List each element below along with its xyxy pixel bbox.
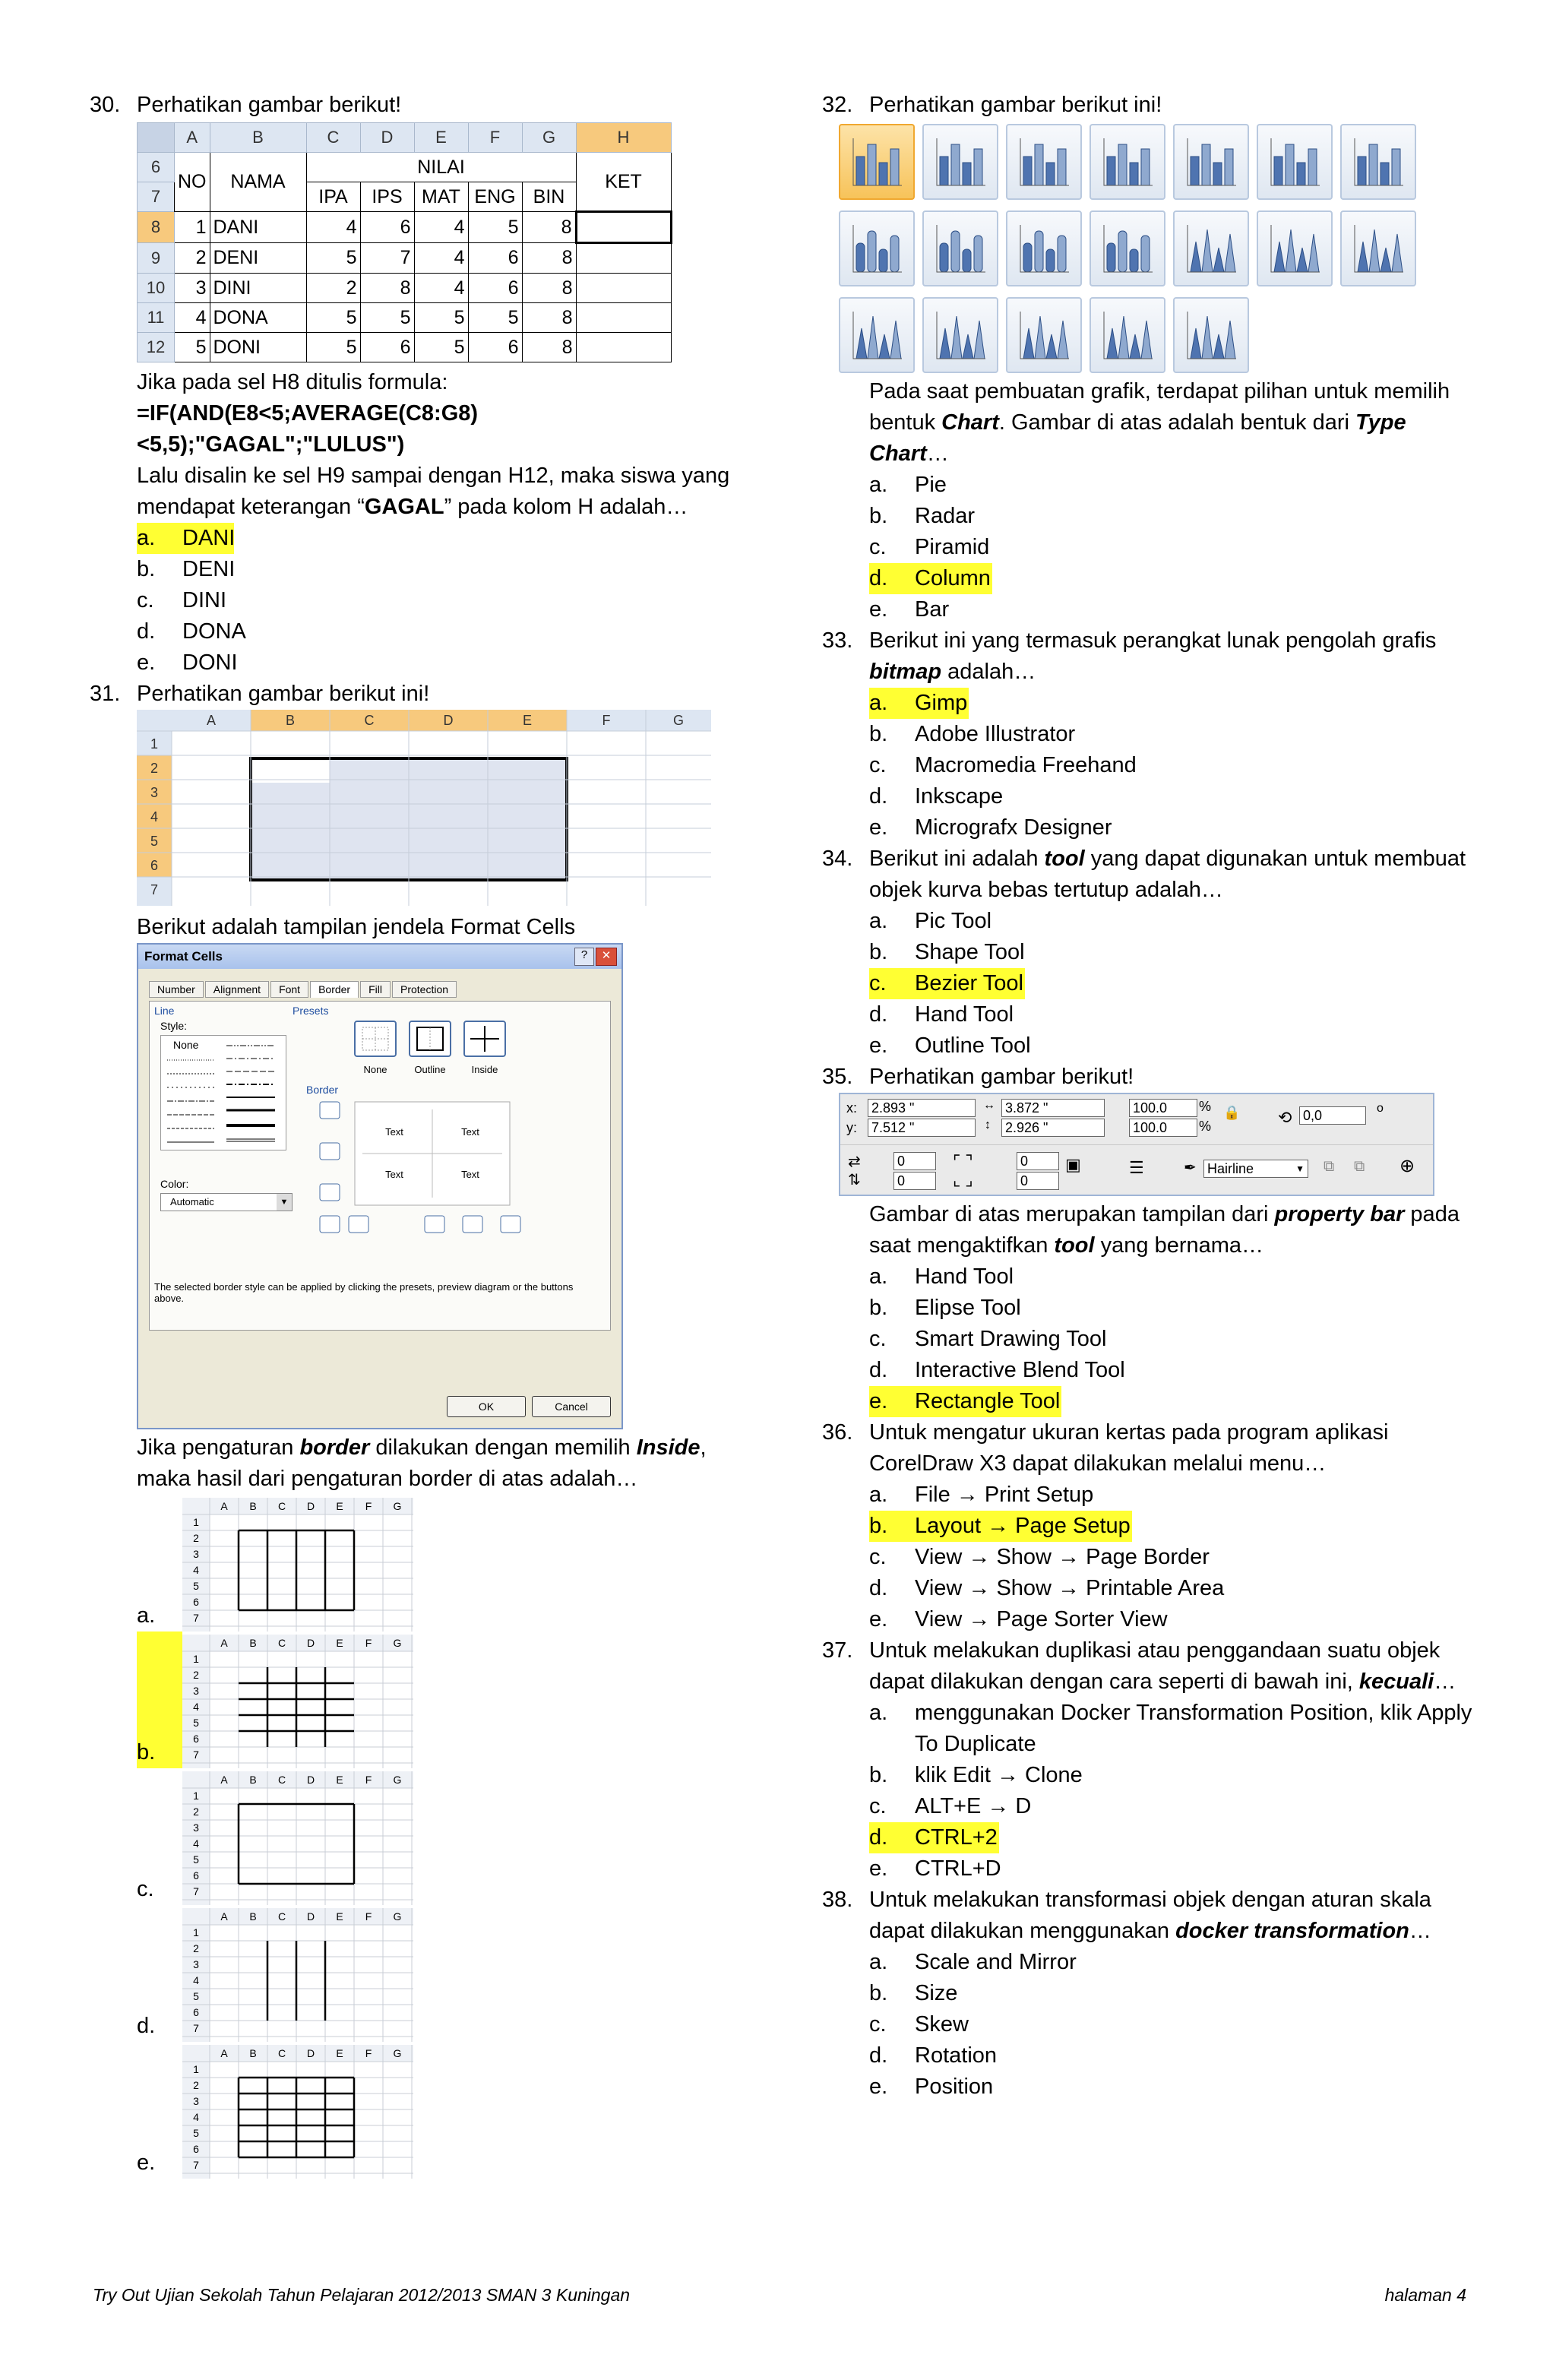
row-header: 6 [193,1733,199,1745]
row-header: 6 [193,2006,199,2018]
row-header: 5 [193,1853,199,1866]
row-header: 1 [193,1926,199,1938]
row-header: 4 [193,1837,199,1850]
round-corners-icon[interactable]: ▣ [1065,1155,1081,1174]
option-c[interactable]: c. Smart Drawing Tool [869,1327,1107,1351]
corner-bracket-icon: ⌜ ⌝ [953,1152,973,1171]
q32-options [822,470,1475,625]
subject-header: IPS [360,182,414,212]
option-a[interactable]: a. Gimp [869,688,969,719]
width-icon: ↔ [983,1099,995,1112]
col-header: A [220,2047,228,2059]
option-b[interactable]: b. Elipse Tool [869,1296,1021,1320]
option-e[interactable]: e. Bar [869,597,950,622]
option-a[interactable]: a. DANI [137,523,234,554]
line-style-list[interactable]: None [160,1035,286,1150]
footer-left: Try Out Ujian Sekolah Tahun Pelajaran 2012/2013 SMAN 3 Kuningan [93,2285,631,2305]
chart-glyph-icon [850,309,903,362]
chart-glyph-icon [1268,222,1321,275]
row-header: 7 [193,2022,199,2034]
preset-buttons[interactable] [353,1020,528,1081]
col-header: G [393,1637,402,1649]
q38-options [822,1947,1475,2103]
chart-glyph-icon [1184,135,1238,188]
excel-table-figure [137,122,743,362]
pyramid-chart-icon[interactable] [922,297,998,373]
col-header: F [602,713,611,728]
row-header: 1 [150,736,159,752]
row-header: 5 [193,1717,199,1729]
option-d[interactable]: d. Rotation [869,2043,998,2068]
col-header: E [336,1637,343,1649]
corner-input-2[interactable]: 0 [893,1172,936,1190]
row-header: 2 [193,1669,199,1681]
option-e[interactable]: e. Micrografx Designer [869,815,1112,840]
table-row: 10 3 DINI 2 8 4 6 8 [138,274,672,303]
mirror-icon[interactable]: ⇄ [848,1154,861,1170]
svg-text:Outline: Outline [414,1064,446,1075]
option-b[interactable]: b. Size [869,1981,958,2005]
selected-range-sheet [137,710,743,912]
option-c[interactable]: c. Macromedia Freehand [869,753,1137,777]
question-32: 32. Perhatikan gambar berikut ini! [822,93,1162,117]
q34-options [822,906,1475,1062]
option-a[interactable]: a. menggunakan Docker Transformation Position, klik Apply To Duplicate [869,1701,1472,1756]
row-header: 7 [193,1749,199,1761]
row-header: 6 [138,153,175,182]
pyramid-chart-icon[interactable] [1006,297,1082,373]
cone-chart-icon[interactable] [1173,210,1249,286]
border-result-grid [182,1498,413,1632]
col-header: G [522,123,576,153]
option-c[interactable]: c. A B C D E F G 1 2 3 4 5 6 7 [137,1768,743,1905]
dialog-tabs [149,981,458,998]
row-header: 1 [193,1790,199,1802]
option-e[interactable]: e. DONI [137,650,238,675]
option-d[interactable]: d. View → Show → Printable Area [869,1576,1225,1600]
row-header: 7 [193,2159,199,2171]
col-header: F [365,1910,372,1923]
table-row: 8 1 DANI 4 6 4 5 8 [138,212,672,243]
col-header: F [365,1637,372,1649]
lock-icon[interactable]: 🔒 [1223,1105,1241,1120]
col-header: E [336,2047,343,2059]
corner-input-3[interactable]: 0 [1017,1152,1059,1170]
q35-text: Gambar di atas merupakan tampilan dari property bar pada saat mengaktifkan tool yang bernama… [869,1202,1460,1258]
close-icon[interactable]: ✕ [596,948,617,966]
col-header: E [414,123,468,153]
height-input[interactable]: 2.926 " [1001,1119,1105,1137]
pen-icon: ✒ [1184,1160,1197,1176]
row-header: 3 [193,1958,199,1970]
scale-x-input[interactable]: 100.0 [1129,1099,1197,1117]
option-e[interactable]: e. Rectangle Tool [869,1386,1061,1417]
row-header: 3 [150,785,159,800]
pyramid-chart-icon[interactable] [839,297,915,373]
q31-caption: Berikut adalah tampilan jendela Format Cells [137,915,576,939]
subject-header: ENG [468,182,522,212]
chart-glyph-icon [850,135,903,188]
header-no: NO [175,153,210,212]
option-e[interactable]: e. A B C D E F G 1 2 3 4 5 6 7 [137,2042,743,2179]
border-result-grid [182,1771,413,1905]
col-header: G [393,1500,402,1512]
column-chart-icon[interactable] [1257,124,1333,200]
cylinder-chart-icon[interactable] [922,210,998,286]
border-result-grid [182,1908,413,2042]
height-icon: ↕ [985,1119,991,1131]
chart-glyph-icon [1101,309,1154,362]
option-c[interactable]: c. Piramid [869,535,990,559]
option-a[interactable]: a. Hand Tool [869,1264,1014,1289]
tab-fill[interactable]: Fill [360,981,391,998]
row-header: 7 [150,882,159,897]
active-cell-h8[interactable] [576,212,671,243]
row-header: 2 [150,761,159,776]
option-a[interactable]: a. File → Print Setup [869,1483,1094,1507]
dialog-title: Format Cells [138,945,621,969]
chart-type-gallery [839,124,1475,376]
col-header: F [468,123,522,153]
option-a[interactable]: a. Pie [869,473,947,497]
col-header: E [336,1910,343,1923]
option-d[interactable]: d. Inkscape [869,784,1004,809]
subject-header: IPA [306,182,360,212]
col-header: B [249,2047,257,2059]
svg-text:None: None [363,1064,387,1075]
format-cells-dialog [137,943,623,1429]
question-33: 33. Berikut ini yang termasuk perangkat lunak pengolah grafis bitmap adalah… [822,628,1437,684]
row-header: 1 [193,1516,199,1528]
option-c[interactable]: c. Skew [869,2012,969,2037]
column-chart-icon[interactable] [1173,124,1249,200]
scale-y-input[interactable]: 100.0 [1129,1119,1197,1137]
row-header: 4 [193,2111,199,2123]
option-d[interactable]: d. Column [869,563,992,594]
table-row: 9 2 DENI 5 7 4 6 8 [138,243,672,274]
dialog-body: Line Style: None Color: Automatic ▼ Presets None Outline Inside Border Text Text Text Text The selected border style can be applied by clicking the presets, preview diagram or the buttons above. [149,1001,611,1331]
cylinder-chart-icon[interactable] [1090,210,1165,286]
convert-to-curves-icon[interactable]: ⊕ [1399,1156,1415,1176]
col-header: H [576,123,671,153]
row-header: 2 [193,1942,199,1954]
question-number: 30. [90,93,121,117]
option-d[interactable]: d. A B C D E F G 1 2 3 4 5 6 7 [137,1905,743,2042]
option-d[interactable]: d. Hand Tool [869,1002,1014,1027]
to-front-icon[interactable]: ⧉ [1354,1158,1365,1175]
col-header: E [336,1500,343,1512]
chevron-down-icon: ▼ [1295,1163,1305,1174]
row-header: 1 [193,2063,199,2075]
tab-protection[interactable]: Protection [392,981,457,998]
help-icon[interactable]: ? [574,948,594,966]
flip-icon[interactable]: ⇅ [848,1172,861,1188]
header-ket: KET [576,153,671,212]
col-header: F [365,2047,372,2059]
cancel-button[interactable]: Cancel [532,1396,611,1417]
subject-header: BIN [522,182,576,212]
question-38: 38. Untuk melakukan transformasi objek dengan aturan skala dapat dilakukan menggunakan docker transformation… [822,1888,1431,1943]
chart-glyph-icon [1352,222,1405,275]
col-header: B [249,1910,257,1923]
row-header: 2 [193,1532,199,1544]
question-34: 34. Berikut ini adalah tool yang dapat digunakan untuk membuat objek kurva bebas tertutup adalah… [822,847,1466,902]
outline-width-select[interactable]: Hairline ▼ [1203,1160,1308,1178]
row-header: 3 [193,1821,199,1834]
option-e[interactable]: e. Outline Tool [869,1033,1031,1058]
border-preview[interactable] [318,1099,546,1243]
col-header: D [306,1637,315,1649]
chart-glyph-icon [1184,222,1238,275]
col-header: C [277,1774,286,1786]
formula: =IF(AND(E8<5;AVERAGE(C8:G8)<5,5);"GAGAL";"LULUS") [137,401,479,457]
pyramid-chart-icon[interactable] [1173,297,1249,373]
column-chart-icon[interactable] [1006,124,1082,200]
col-header: B [249,1774,257,1786]
col-header: F [365,1500,372,1512]
pyramid-chart-icon[interactable] [1090,297,1165,373]
col-header: B [249,1637,257,1649]
chart-glyph-icon [1101,135,1154,188]
chart-glyph-icon [850,222,903,275]
col-header: D [360,123,414,153]
col-header: C [364,713,375,728]
footer-page-number: halaman 4 [1384,2285,1466,2305]
col-header: A [175,123,210,153]
color-select[interactable]: Automatic ▼ [160,1193,293,1211]
col-header: G [393,2047,402,2059]
tab-number[interactable]: Number [149,981,204,998]
col-header: B [285,713,296,728]
option-b[interactable]: b. A B C D E F G 1 2 3 4 5 6 7 [137,1632,743,1768]
chart-glyph-icon [934,135,987,188]
option-e[interactable]: e. View → Page Sorter View [869,1607,1168,1632]
excel-table [137,122,672,362]
option-c[interactable]: c. Bezier Tool [869,968,1025,999]
chevron-down-icon: ▼ [277,1194,292,1211]
option-a[interactable]: a. A B C D E F G 1 2 3 4 5 6 7 [137,1495,743,1632]
row-header: 5 [193,2127,199,2139]
row-header: 6 [193,1596,199,1608]
question-37: 37. Untuk melakukan duplikasi atau penggandaan suatu objek dapat dilakukan dengan cara seperti di bawah ini, kecuali… [822,1638,1456,1694]
q37-options [822,1698,1475,1885]
border-result-grid [182,2045,413,2179]
option-b[interactable]: b. Shape Tool [869,940,1025,964]
svg-text:Text: Text [461,1126,479,1138]
format-cells-dialog-figure [137,943,743,1429]
tab-border[interactable]: Border [310,981,359,998]
col-header: A [220,1910,228,1923]
col-header: A [220,1500,228,1512]
column-chart-icon[interactable] [1340,124,1416,200]
wrap-text-icon[interactable]: ☰ [1129,1158,1144,1177]
q36-options [822,1480,1475,1635]
col-header: D [443,713,454,728]
col-header: A [206,713,217,728]
question-30 [90,90,743,121]
col-header: B [210,123,306,153]
row-header: 5 [193,1990,199,2002]
question-31: 31. Perhatikan gambar berikut ini! [90,682,430,706]
option-b[interactable]: b. klik Edit → Clone [869,1763,1083,1787]
column-chart-icon[interactable] [1090,124,1165,200]
chart-glyph-icon [1017,222,1071,275]
spreadsheet-grid [137,710,711,906]
q31-question: Jika pengaturan border dilakukan dengan memilih Inside, maka hasil dari pengaturan border di atas adalah… [137,1435,707,1491]
option-c[interactable]: c. View → Show → Page Border [869,1545,1210,1569]
option-a[interactable]: a. Pic Tool [869,909,992,933]
right-column [822,90,1475,2103]
option-e[interactable]: e. CTRL+D [869,1856,1001,1881]
q33-options [822,688,1475,843]
tab-alignment[interactable]: Alignment [205,981,269,998]
col-header: F [365,1774,372,1786]
header-nilai: NILAI [306,153,576,182]
dialog-note: The selected border style can be applied by clicking the presets, preview diagram or the buttons above. [154,1281,574,1304]
column-chart-icon[interactable] [839,124,915,200]
subject-header: MAT [414,182,468,212]
table-row: 12 5 DONI 5 6 5 6 8 [138,333,672,362]
col-header: E [522,713,533,728]
y-position-input[interactable]: 7.512 " [868,1119,976,1137]
chart-glyph-icon [1352,135,1405,188]
col-header: G [393,1774,402,1786]
line-styles [161,1036,286,1150]
tab-font[interactable]: Font [270,981,308,998]
row-header: 2 [193,2079,199,2091]
col-header: B [249,1500,257,1512]
border-result-grid [182,1635,413,1768]
row-header: 2 [193,1806,199,1818]
col-header: A [220,1774,228,1786]
row-header: 3 [193,1548,199,1560]
cone-chart-icon[interactable] [1257,210,1333,286]
row-header: 3 [193,2095,199,2107]
left-column [90,90,743,2179]
col-header: C [277,1500,286,1512]
chart-glyph-icon [934,309,987,362]
width-input[interactable]: 3.872 " [1001,1099,1105,1117]
x-position-input[interactable]: 2.893 " [868,1099,976,1117]
row-header: 5 [193,1580,199,1592]
option-b[interactable]: b. Adobe Illustrator [869,722,1076,746]
corner-bracket-icon: ⌞ ⌟ [953,1170,973,1189]
row-header: 7 [193,1885,199,1897]
row-header: 3 [193,1685,199,1697]
chart-glyph-icon [1017,309,1071,362]
col-header: C [277,1910,286,1923]
cone-chart-icon[interactable] [1340,210,1416,286]
row-header: 5 [150,834,159,849]
option-b[interactable]: b. Radar [869,504,975,528]
option-e[interactable]: e. Position [869,2075,994,2099]
table-row: 11 4 DONA 5 5 5 5 8 [138,303,672,333]
col-header: D [306,1500,315,1512]
q35-options [822,1261,1475,1417]
col-header: C [306,123,360,153]
col-header: D [306,1774,315,1786]
row-header: 4 [150,809,159,824]
cylinder-chart-icon[interactable] [1006,210,1082,286]
question-36: 36. Untuk mengatur ukuran kertas pada program aplikasi CorelDraw X3 dapat dilakukan melalui menu… [822,1420,1389,1476]
cylinder-chart-icon[interactable] [839,210,915,286]
chart-glyph-icon [1017,135,1071,188]
row-header: 6 [193,1869,199,1882]
column-chart-icon[interactable] [922,124,998,200]
row-header: 4 [193,1974,199,1986]
option-c[interactable]: c. DINI [137,588,226,612]
option-d[interactable]: d. Interactive Blend Tool [869,1358,1125,1382]
col-header: G [672,713,685,728]
corner-input-4[interactable]: 0 [1017,1172,1059,1190]
col-header: G [393,1910,402,1923]
header-nama: NAMA [210,153,306,212]
option-c[interactable]: c. ALT+E → D [869,1794,1032,1818]
col-header: D [306,1910,315,1923]
ok-button[interactable]: OK [447,1396,526,1417]
row-header: 6 [150,858,159,873]
option-a[interactable]: a. Scale and Mirror [869,1950,1077,1974]
row-header: 7 [193,1612,199,1624]
corner-input-1[interactable]: 0 [893,1152,936,1170]
rotate-icon: ⟲ [1278,1108,1292,1127]
option-b[interactable]: b. DENI [137,557,236,581]
option-d[interactable]: d. DONA [137,619,246,644]
col-header: C [277,2047,286,2059]
chart-glyph-icon [934,222,987,275]
rotation-input[interactable]: 0,0 [1299,1106,1366,1125]
question-prompt: Perhatikan gambar berikut! [137,93,402,117]
svg-text:Inside: Inside [471,1064,498,1075]
col-header: A [220,1637,228,1649]
col-header: C [277,1637,286,1649]
svg-text:Text: Text [385,1169,403,1180]
chart-glyph-icon [1184,309,1238,362]
col-header: D [306,2047,315,2059]
svg-text:Text: Text [385,1126,403,1138]
chart-glyph-icon [1101,222,1154,275]
q30-options [90,523,743,679]
row-header: 1 [193,1653,199,1665]
option-b[interactable]: b. Layout → Page Setup [869,1511,1132,1542]
svg-text:Text: Text [461,1169,479,1180]
chart-glyph-icon [1268,135,1321,188]
row-header: 4 [193,1564,199,1576]
option-d[interactable]: d. CTRL+2 [869,1822,999,1853]
q31-options [90,1495,743,2179]
q30-text: Jika pada sel H8 ditulis formula: =IF(AND(E8<5;AVERAGE(C8:G8)<5,5);"GAGAL";"LULUS") Lalu disalin ke sel H9 sampai dengan H12, maka siswa yang mendapat keterangan “GAGAL” pada kolom H adalah… [137,367,743,523]
to-back-icon[interactable]: ⧉ [1324,1158,1335,1175]
row-header: 7 [138,182,175,212]
property-bar: x: y: 2.893 " 7.512 " ↔ ↕ 3.872 " 2.926 " 100.0 100.0 % % 🔒 ⟲ 0,0 o ⇄ ⇅ 0 0 ⌜ ⌝ ⌞ ⌟ 0 0 ▣ ☰ ✒ Hairline ▼ ⧉ ⧉ ⊕ [839,1093,1434,1196]
col-header: E [336,1774,343,1786]
row-header: 4 [193,1701,199,1713]
question-35: 35. Perhatikan gambar berikut! [822,1065,1134,1089]
row-header: 6 [193,2143,199,2155]
q32-text: Pada saat pembuatan grafik, terdapat pilihan untuk memilih bentuk Chart. Gambar di atas adalah bentuk dari Type Chart… [869,379,1450,466]
